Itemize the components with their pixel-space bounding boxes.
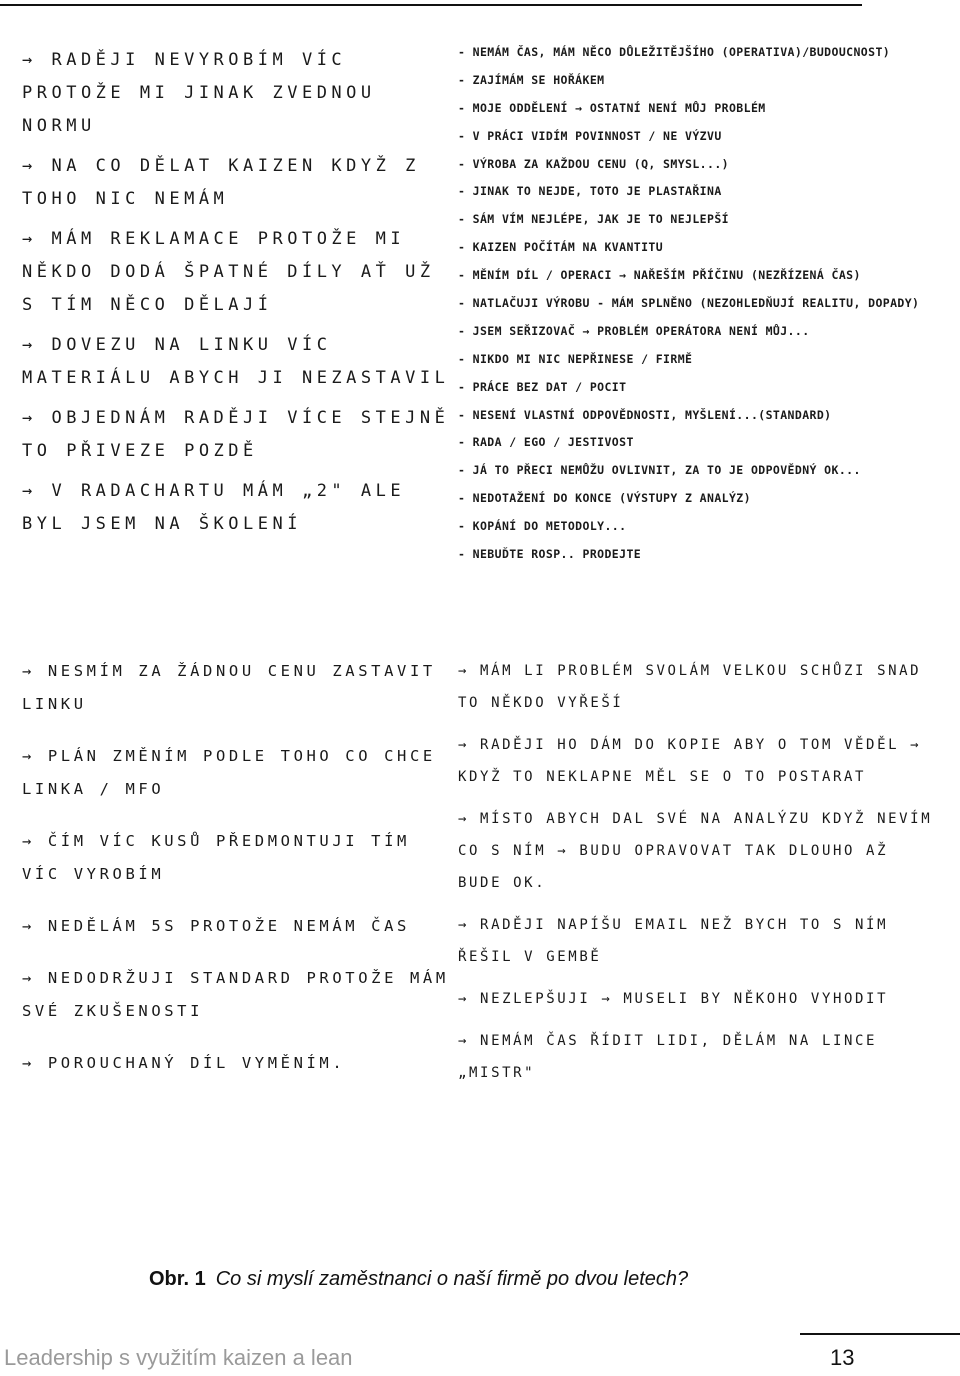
note-item: → MÍSTO ABYCH DAL SVÉ NA ANALÝZU KDYŽ NEVÍM CO S NÍM → BUDU OPRAVOVAT TAK DLOUHO AŽ BUDE OK.: [458, 811, 933, 891]
note-item: → NEDODRŽUJI STANDARD PROTOŽE MÁM SVÉ ZKUŠENOSTI: [22, 969, 449, 1020]
note-item: → RADĚJI HO DÁM DO KOPIE ABY O TOM VĚDĚL → KDYŽ TO NEKLAPNE MĚL SE O TO POSTARAT: [458, 737, 922, 785]
note-item: - NESENÍ VLASTNÍ ODPOVĚDNOSTI, MYŠLENÍ...(STANDARD): [458, 407, 832, 422]
note-item: - MĚNÍM DÍL / OPERACI → NAŘEŠÍM PŘÍČINU (NEZŘÍZENÁ ČAS): [458, 268, 861, 283]
note-item: - NIKDO MI NIC NEPŘINESE / FIRMĚ: [458, 351, 693, 366]
note-item: - VÝROBA ZA KAŽDOU CENU (Q, SMYSL...): [458, 156, 729, 171]
note-item: - NATLAČUJI VÝROBU - MÁM SPLNĚNO (NEZOHLEDŇUJÍ REALITU, DOPADY): [458, 296, 920, 311]
note-item: - NEBUĎTE ROSP.. PRODEJTE: [458, 547, 642, 562]
note-item: - PRÁCE BEZ DAT / POCIT: [458, 379, 627, 394]
note-item: → NESMÍM ZA ŽÁDNOU CENU ZASTAVIT LINKU: [22, 662, 436, 713]
note-item: - MOJE ODDĚLENÍ → OSTATNÍ NENÍ MŮJ PROBLÉM: [458, 100, 766, 115]
handwritten-notes-top: [22, 44, 938, 614]
figure-caption-text: Co si myslí zaměstnanci o naší firmě po dvou letech?: [215, 1268, 689, 1290]
note-item: → OBJEDNÁM RADĚJI VÍCE STEJNĚ TO PŘIVEZE POZDĚ: [22, 408, 450, 461]
note-item: - SÁM VÍM NEJLÉPE, JAK JE TO NEJLEPŠÍ: [458, 212, 729, 227]
note-item: → MÁM REKLAMACE PROTOŽE MI NĚKDO DODÁ ŠPATNÉ DÍLY AŤ UŽ S TÍM NĚCO DĚLAJÍ: [22, 229, 435, 315]
header-rule: [0, 4, 862, 6]
note-item: → POROUCHANÝ DÍL VYMĚNÍM.: [22, 1054, 346, 1072]
note-item: - ZAJÍMÁM SE HOŘÁKEM: [458, 72, 605, 87]
note-item: - V PRÁCI VIDÍM POVINNOST / NE VÝZVU: [458, 128, 722, 143]
note-item: - JINAK TO NEJDE, TOTO JE PLASTAŘINA: [458, 184, 722, 199]
note-item: → NA CO DĚLAT KAIZEN KDYŽ Z TOHO NIC NEMÁM: [22, 156, 420, 209]
figure-label: Obr. 1: [149, 1268, 206, 1290]
notes-bottom-right-column: [458, 655, 938, 1235]
note-item: → ČÍM VÍC KUSŮ PŘEDMONTUJI TÍM VÍC VYROBÍM: [22, 832, 410, 883]
handwritten-notes-bottom: [22, 655, 938, 1235]
note-item: → NEMÁM ČAS ŘÍDIT LIDI, DĚLÁM NA LINCE „MISTR": [458, 1033, 878, 1081]
note-item: - RADA / EGO / JESTIVOST: [458, 435, 634, 450]
note-item: → V RADACHARTU MÁM „2" ALE BYL JSEM NA ŠKOLENÍ: [22, 481, 406, 534]
notes-top-left-column: [22, 44, 452, 614]
note-item: - KOPÁNÍ DO METODOLY...: [458, 519, 627, 534]
note-item: → NEZLEPŠUJI → MUSELI BY NĚKOHO VYHODIT: [458, 991, 889, 1007]
note-item: - JÁ TO PŘECI NEMŮŽU OVLIVNIT, ZA TO JE ODPOVĚDNÝ OK...: [458, 463, 861, 478]
footer-rule: [800, 1333, 960, 1335]
note-item: → RADĚJI NAPÍŠU EMAIL NEŽ BYCH TO S NÍM ŘEŠIL V GEMBĚ: [458, 917, 889, 965]
note-item: - NEMÁM ČAS, MÁM NĚCO DŮLEŽITĚJŠÍHO (OPERATIVA)/BUDOUCNOST): [458, 45, 891, 59]
note-item: - JSEM SEŘIZOVAČ → PROBLÉM OPERÁTORA NENÍ MŮJ...: [458, 323, 810, 338]
figure-caption: [149, 1268, 688, 1291]
note-item: - NEDOTAŽENÍ DO KONCE (VÝSTUPY Z ANALÝZ): [458, 491, 751, 506]
page-number: 13: [830, 1345, 855, 1370]
note-item: → RADĚJI NEVYROBÍM VÍC PROTOŽE MI JINAK ZVEDNOU NORMU: [22, 50, 376, 136]
footer-title: Leadership s využitím kaizen a lean: [4, 1345, 353, 1370]
notes-top-right-column: [458, 44, 938, 614]
note-item: → MÁM LI PROBLÉM SVOLÁM VELKOU SCHŮZI SNAD TO NĚKDO VYŘEŠÍ: [458, 663, 922, 711]
note-item: → PLÁN ZMĚNÍM PODLE TOHO CO CHCE LINKA / MFO: [22, 747, 436, 798]
notes-bottom-left-column: [22, 655, 452, 1235]
note-item: → DOVEZU NA LINKU VÍC MATERIÁLU ABYCH JI NEZASTAVIL: [22, 335, 450, 388]
note-item: - KAIZEN POČÍTÁM NA KVANTITU: [458, 240, 664, 255]
note-item: → NEDĚLÁM 5S PROTOŽE NEMÁM ČAS: [22, 917, 410, 935]
